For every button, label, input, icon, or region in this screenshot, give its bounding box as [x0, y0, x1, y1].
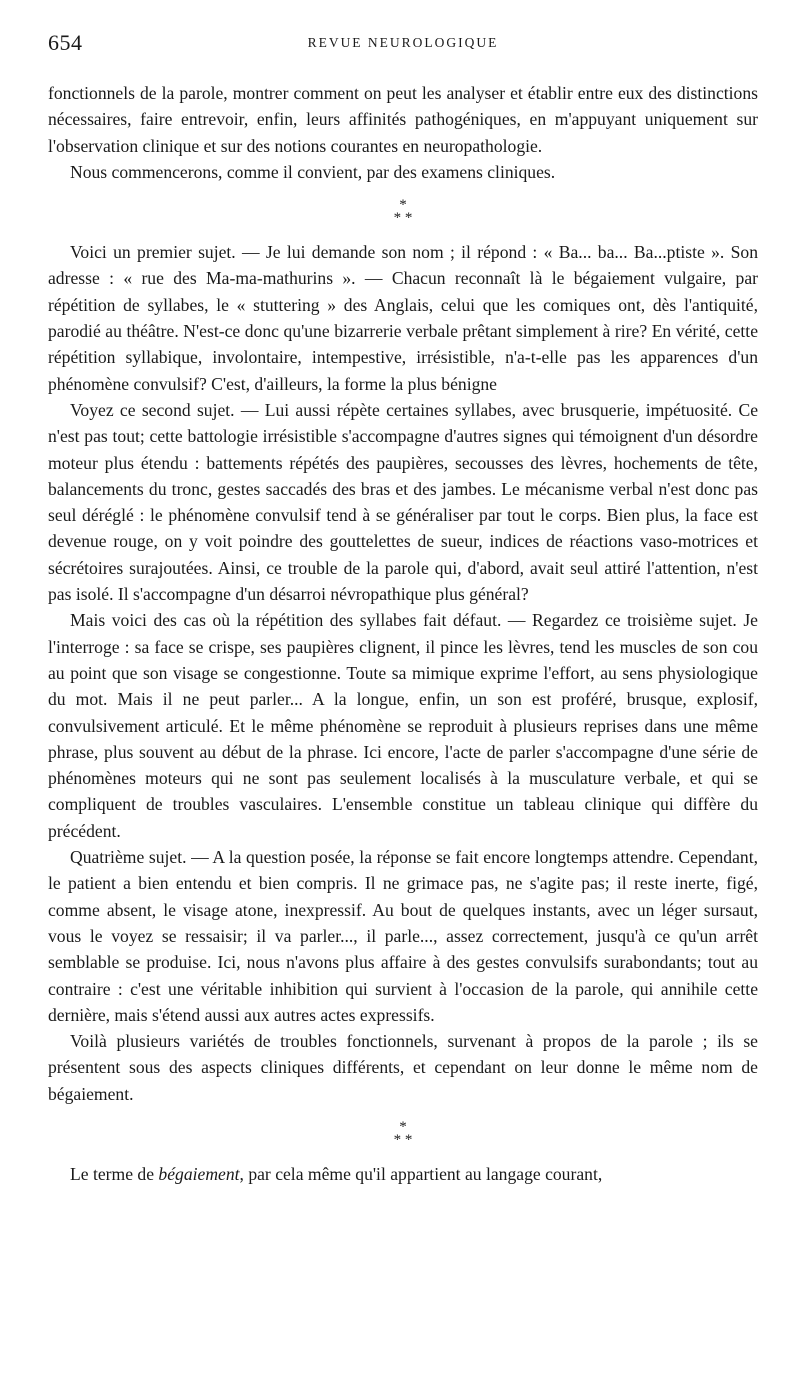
- section-break-asterism-2: [48, 1118, 758, 1148]
- asterism-bottom: * *: [393, 210, 413, 227]
- paragraph-1: fonctionnels de la parole, montrer comment on peut les analyser et établir entre eux des distinctions nécessaires, faire entrevoir, enfin, leurs affinités pathogéniques, en m'appuyant uniquement sur l'observation clinique et sur des notions courantes en neuropathologie.: [48, 83, 758, 156]
- asterism-top-2: *: [399, 1118, 407, 1135]
- page-number: 654: [48, 30, 83, 55]
- page: [48, 30, 758, 1187]
- paragraph-4: Voyez ce second sujet. — Lui aussi répète certaines syllabes, avec brusquerie, impétuosité. Ce n'est pas tout; cette battologie irrésistible s'accompagne d'autres signes qui témoignent d'un désordre moteur plus étendu : battements répétés des paupières, secousses des lèvres, hochements de tête, balancements du tronc, gestes saccadés des bras et des jambes. Le mécanisme verbal n'est donc pas seul déréglé : le phénomène convulsif tend à se généraliser par tout le corps. Bien plus, la face est devenue rouge, on y voit poindre des gouttelettes de sueur, indices de réactions vaso-motrices et sécrétoires surajoutées. Ainsi, ce trouble de la parole qui, d'abord, avait seul attiré l'attention, n'est pas isolé. Il s'accompagne d'un désarroi névropathique plus général?: [48, 399, 758, 605]
- paragraph-5: Mais voici des cas où la répétition des syllabes fait défaut. — Regardez ce troisième sujet. Je l'interroge : sa face se crispe, ses paupières clignent, il pince les lèvres, tend les muscles de son cou au point que son visage se congestionne. Toute sa mimique exprime l'effort, au sens physiologique du mot. Mais il ne peut parler... A la longue, enfin, un son est proféré, brusque, explosif, convulsivement articulé. Et le même phénomène se reproduit à plusieurs reprises dans une même phrase, plus souvent au début de la phrase. Ici encore, l'acte de parler s'accompagne d'une série de phénomènes moteurs qui ne sont pas seulement localisés à la musculature verbale, et qui se compliquent de troubles vasculaires. L'ensemble constitue un tableau clinique qui diffère du précédent.: [48, 610, 758, 841]
- asterism-bottom-2: * *: [393, 1131, 413, 1148]
- article-body: [48, 80, 758, 1187]
- running-head: [48, 30, 758, 60]
- paragraph-8-end: , par cela même qu'il appartient au langage courant,: [239, 1163, 603, 1184]
- journal-title: REVUE NEUROLOGIQUE: [307, 35, 499, 50]
- asterism-top: *: [399, 197, 407, 214]
- paragraph-6: Quatrième sujet. — A la question posée, la réponse se fait encore longtemps attendre. Cependant, le patient a bien entendu et bien compris. Il ne grimace pas, ne s'agite pas; il reste inerte, figé, comme absent, le visage atone, inexpressif. Au bout de quelques instants, avec un léger sursaut, vous le voyez se ressaisir; il va parler..., il parle..., assez correctement, jusqu'à ce qu'un arrêt semblable se produise. Ici, nous n'avons plus affaire à des gestes convulsifs surabondants; tout au contraire : c'est une véritable inhibition qui survient à l'occasion de la parole, qui annihile cette dernière, mais s'étend aussi aux autres actes expressifs.: [48, 847, 758, 1025]
- paragraph-2: Nous commencerons, comme il convient, par des examens cliniques.: [70, 161, 556, 182]
- paragraph-8: [48, 1161, 758, 1187]
- paragraph-3: Voici un premier sujet. — Je lui demande son nom ; il répond : « Ba... ba... Ba...ptiste ». Son adresse : « rue des Ma-ma-mathurins ». — Chacun reconnaît là le bégaiement vulgaire, par répétition de syllabes, le « stuttering » des Anglais, celui que les comiques ont, dès l'antiquité, parodié au théâtre. N'est-ce donc qu'une bizarrerie verbale prêtant simplement à rire? En vérité, cette répétition syllabique, involontaire, intempestive, irrésistible, n'a-t-elle pas les apparences d'un phénomène convulsif? C'est, d'ailleurs, la forme la plus bénigne: [48, 242, 758, 394]
- paragraph-7: Voilà plusieurs variétés de troubles fonctionnels, survenant à propos de la parole ; ils se présentent sous des aspects cliniques différents, et cependant on leur donne le même nom de bégaiement.: [48, 1031, 758, 1104]
- paragraph-8-italic-term: bégaiement: [158, 1163, 240, 1184]
- paragraph-8-start: Le terme de: [70, 1163, 159, 1184]
- section-break-asterism: [48, 199, 758, 225]
